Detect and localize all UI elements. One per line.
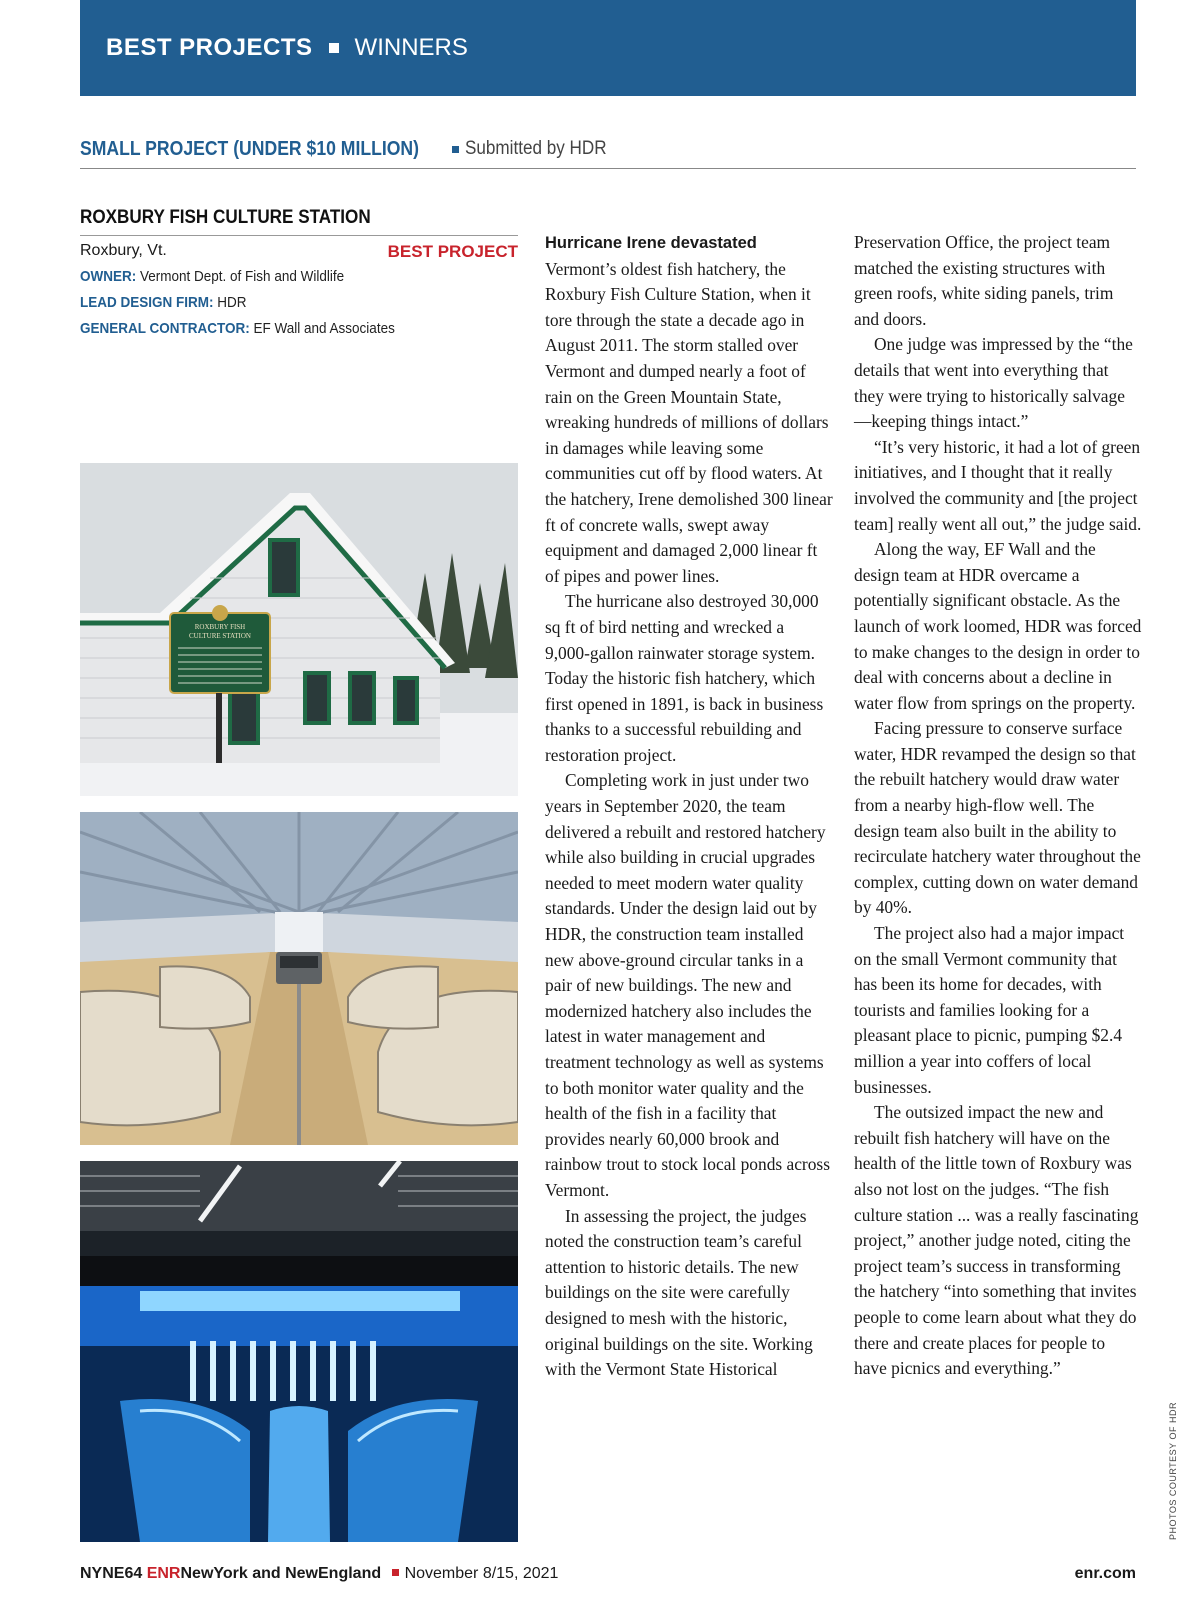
svg-text:CULTURE STATION: CULTURE STATION <box>189 632 251 640</box>
section-title: BEST PROJECTS <box>106 34 313 61</box>
brand-logo: ENR <box>146 1565 181 1582</box>
page-number: NYNE64 <box>80 1565 143 1582</box>
footer-left <box>80 1565 558 1583</box>
article-paragraph: Completing work in just under two years in September 2020, the team delivered a rebuilt and restored hatchery while also building in crucial upgrades needed to meet modern water quality standards. Under the design laid out by HDR, the construction team installed new above-ground circular tanks in a pair of new buildings. The new and modernized hatchery also includes the latest in water management and treatment technology as well as systems to both monitor water quality and the health of the fish in a facility that provides nearly 60,000 brook and rainbow trout to stock local ponds across Vermont. <box>545 770 830 1200</box>
sign-text: ROXBURY FISH <box>194 623 246 631</box>
section-subtitle: WINNERS <box>354 34 468 61</box>
design-firm-line: LEAD DESIGN FIRM: HDR <box>80 294 247 311</box>
project-title: ROXBURY FISH CULTURE STATION <box>80 207 518 236</box>
footer-square-icon <box>392 1569 399 1576</box>
article-paragraph: One judge was impressed by the “the details that went into everything that they were trying to historically salvage—keeping things intact.” <box>854 334 1133 432</box>
article-paragraph: Vermont’s oldest fish hatchery, the Roxbury Fish Culture Station, when it tore through the state a decade ago in August 2011. The storm stalled over Vermont and dumped nearly a foot of rain on the Green Mountain State, wreaking hundreds of millions of dollars in damages while leaving some communities cut off by flood waters. At the hatchery, Irene demolished 300 linear ft of concrete walls, swept away equipment and damaged 2,000 linear ft of pipes and power lines. <box>545 258 833 586</box>
issue-date: November 8/15, 2021 <box>404 1565 559 1582</box>
submitted-by: Submitted by HDR <box>465 138 607 159</box>
contractor-line: GENERAL CONTRACTOR: EF Wall and Associates <box>80 320 395 337</box>
banner-square-icon <box>329 43 339 53</box>
article-paragraph: The hurricane also destroyed 30,000 sq ft of bird netting and wrecked a 9,000-gallon rainwater storage system. Today the historic fish hatchery, which first opened in 1891, is back in business thanks to a successful rebuilding and restoration project. <box>545 591 824 765</box>
exterior-photo <box>80 463 518 796</box>
article-column-2 <box>854 230 1142 1382</box>
best-project-badge: BEST PROJECT <box>387 242 518 261</box>
edition-name: NewYork and NewEngland <box>180 1565 382 1582</box>
category-title: SMALL PROJECT (UNDER $10 MILLION) <box>80 138 419 160</box>
article-lead: Hurricane Irene devastated <box>545 234 757 252</box>
article-paragraph: Facing pressure to conserve surface water, HDR revamped the design so that the rebuilt hatchery would draw water from a nearby high-flow well. The design team also built in the ability to recirculate hatchery water throughout the complex, cutting down on water demand by 40%. <box>854 718 1141 918</box>
project-location-row <box>80 242 518 262</box>
interior-tanks-photo <box>80 812 518 1145</box>
article-paragraph: In assessing the project, the judges noted the construction team’s careful attention to historic details. The new buildings on the site were carefully designed to mesh with the historic, original buildings on the site. Working with the Vermont State Historical <box>545 1205 813 1380</box>
article-column-1 <box>545 230 833 1383</box>
article-paragraph: Along the way, EF Wall and the design team at HDR overcame a potentially significant obstacle. As the launch of work loomed, HDR was forced to make changes to the design in order to deal with concerns about a decline in water flow from springs on the property. <box>854 539 1142 713</box>
photo-credit: PHOTOS COURTESY OF HDR <box>1168 1401 1178 1540</box>
section-banner <box>80 0 1136 96</box>
article-paragraph: “It’s very historic, it had a lot of green initiatives, and I thought that it really involved the community and [the project team] really went all out,” the judge said. <box>854 436 1142 534</box>
project-location: Roxbury, Vt. <box>80 242 167 259</box>
site-link[interactable]: enr.com <box>1074 1565 1136 1582</box>
category-line <box>80 138 1136 169</box>
article-paragraph: The outsized impact the new and rebuilt fish hatchery will have on the health of the little town of Roxbury was also not lost on the judges. “The fish culture station ... was a really fascinating project,” another judge noted, citing the project team’s success in transforming the hatchery “into something that invites people to come learn about what they do there and create places for people to have picnics and everything.” <box>854 1102 1139 1379</box>
uv-treatment-photo <box>80 1161 518 1542</box>
article-paragraph: Preservation Office, the project team matched the existing structures with green roofs, white siding panels, trim and doors. <box>854 232 1114 329</box>
category-square-icon <box>452 146 459 153</box>
article-paragraph: The project also had a major impact on the small Vermont community that has been its home for decades, with tourists and families looking for a pleasant place to picnic, pumping $2.4 million a year into coffers of local businesses. <box>854 923 1125 1097</box>
owner-line: OWNER: Vermont Dept. of Fish and Wildlife <box>80 268 345 285</box>
page-footer <box>80 1565 1136 1583</box>
